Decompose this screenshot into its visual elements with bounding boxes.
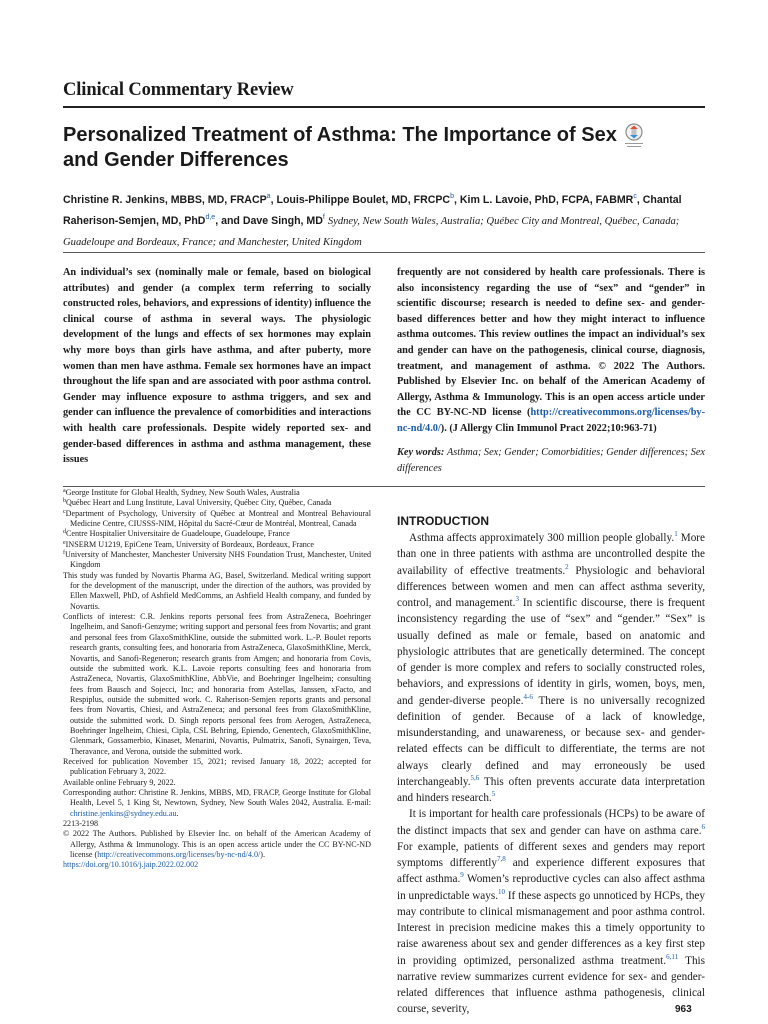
citation-reference[interactable]: 7,8	[496, 855, 506, 863]
footnote-marker: b	[63, 498, 66, 505]
author-name: Chantal Raherison-Semjen, MD, PhD	[63, 194, 682, 227]
footnote	[63, 788, 371, 819]
footnote-link[interactable]: christine.jenkins@sydney.edu.au	[70, 808, 177, 818]
footnotes	[63, 488, 371, 871]
citation-reference[interactable]: 6,11	[666, 952, 679, 961]
citation-reference[interactable]: 4-6	[523, 692, 533, 701]
footnote-text: 2213-2198	[63, 819, 99, 828]
footnote-text: INSERM U1219, EpiCene Team, University of Bordeaux, Bordeaux, France	[65, 539, 315, 549]
author-locations: Sydney, New South Wales, Australia; Québec City and Montreal, Québec, Canada; Guadeloupe and Bordeaux, France; and Manchester, United Kingdom	[63, 216, 680, 248]
footnote	[63, 550, 371, 571]
keywords-label: Key words:	[397, 447, 445, 458]
citation-reference[interactable]: 3	[515, 595, 519, 603]
footnote	[63, 540, 371, 550]
article-title: Personalized Treatment of Asthma: The Importance of Sex and Gender Differences	[63, 124, 617, 171]
footnote-link[interactable]: http://creativecommons.org/licenses/by-nc-nd/4.0/	[97, 850, 261, 860]
paragraph-text: and experience different exposures that affect asthma.	[397, 857, 705, 886]
footnote-text: Corresponding author: Christine R. Jenkins, MBBS, MD, FRACP, George Institute for Global Health, Level 5, 1 King St, Newtown, Sydney, New South Wales 2042, Australia. E-mail:	[63, 787, 371, 808]
journal-section-title: Clinical Commentary Review	[63, 80, 294, 100]
abstract-bottom-rule	[63, 486, 705, 487]
footnote	[63, 529, 371, 539]
paragraph-text: More than one in three patients with asthma are uncontrolled despite the availability of effective treatments.	[397, 532, 706, 577]
introduction-paragraph	[397, 806, 705, 1017]
paragraph-text: Physiologic and behavioral differences between women and men can affect asthma severity, control, and management.	[397, 564, 706, 609]
footnote-link[interactable]: https://doi.org/10.1016/j.jaip.2022.02.002	[63, 860, 199, 870]
footnote-text: Conflicts of interest: C.R. Jenkins reports personal fees from AstraZeneca, Boehringer Ingelheim, and Sanofi-Genzyme; writing support and personal fees from Novartis; and grant and personal fees from GlaxoSmithKline, outside the submitted work. L.-P. Boulet reports research grants, consulting fees, and honoraria from AstraZeneca, GlaxoSmithKline, Merck, Novartis, and Sanofi-Regeneron; research grants from Amgen; and honoraria from Covis, outside the submitted work. K.L. Lavoie reports consulting fees and honoraria from AstraZeneca, Novartis, GlaxoSmithKline, AbbVie, and Boehringer Ingelheim; consulting fees from Bausch and Sojecci, Inc; and honoraria from Astellas, Janssen, xFacto, and Respiplus, outside the submitted work. C. Raherison-Semjen reports grants and personal fees from Novartis, Chiesi, and AstraZeneca; and personal fees from GlaxoSmithKline, outside the submitted work. D. Singh reports personal fees from Aerogen, AstraZeneca, Boehringer Ingelheim, Chiesi, Cipla, CSL Behring, Epiendo, Genentech, GlaxoSmithKline, Glenmark, Gossamerbio, Kinaset, Menarini, Novartis, Pulmatrix, Sanofi, Synairgen, Teva, Theravance, and Verona, outside the submitted work.	[63, 612, 371, 756]
author-name: Kim L. Lavoie, PhD, FCPA, FABMR	[459, 194, 634, 206]
author-list	[63, 190, 705, 253]
keywords-text: Asthma; Sex; Gender; Comorbidities; Gender differences; Sex differences	[397, 447, 705, 474]
footnote	[63, 757, 371, 778]
paragraph-text: Women’s reproductive cycles can also affect asthma in unpredictable ways.	[397, 873, 705, 902]
author-separator: , and	[215, 215, 243, 227]
footnote	[63, 488, 371, 498]
abstract-left-column: An individual’s sex (nominally male or female, based on biological attributes) and gender (a complex term referring to socially constructed roles, behaviors, and expressions of identity) influence the clinical course of asthma in several ways. The physiologic development of the lungs and effects of sex hormones may explain why more boys than girls have asthma, and after puberty, more women than men have asthma. Female sex hormones have an impact throughout the life span and are associated with poor asthma control. Gender may influence exposure to asthma triggers, and sex and gender can influence the prevalence of comorbidities and interactions with health care professionals. Despite widely reported sex- and gender-based differences in asthma and asthma management, these issues	[63, 267, 371, 466]
crossmark-icon[interactable]	[623, 123, 645, 151]
abstract-citation: ). (J Allergy Clin Immunol Pract 2022;10:963-71)	[440, 422, 657, 434]
abstract-right-column	[397, 265, 705, 437]
author-separator: ,	[454, 194, 460, 206]
footnote	[63, 829, 371, 860]
citation-reference[interactable]: 5	[491, 790, 496, 798]
keywords	[397, 445, 705, 476]
footnote-marker: f	[63, 550, 65, 557]
author-affiliation-marker[interactable]: b	[450, 193, 454, 200]
footnote	[63, 819, 371, 829]
paragraph-text: Asthma affects approximately 300 million people globally.	[409, 532, 675, 544]
footnote	[63, 509, 371, 530]
paragraph-text: There is no universally recognized definition of gender. Because of a lack of knowledge, misunderstanding, and unawareness, or because sex- and gender-related effects can be difficult to differentiate, the terms are not always clearly defined and may erroneously be used interchangeably.	[397, 694, 705, 788]
citation-reference[interactable]: 5,6	[470, 773, 480, 782]
introduction-body	[397, 530, 705, 1018]
header-rule	[63, 106, 705, 108]
citation-reference[interactable]: 6	[701, 822, 705, 831]
author-name: Dave Singh, MD	[242, 215, 323, 227]
footnote-marker: a	[63, 488, 66, 494]
footnote	[63, 612, 371, 757]
footnote-text-after: ).	[260, 850, 265, 860]
footnote-text: This study was funded by Novartis Pharma AG, Basel, Switzerland. Medical writing support for the development of the manuscript, under the direction of the authors, was provided by Ellen Maxwell, PhD, of Ashfield MedComms, an Ashfield Health company, and funded by Novartis.	[63, 570, 371, 611]
author-affiliation-marker[interactable]: f	[322, 214, 325, 221]
footnote-text: Centre Hospitalier Universitaire de Guadeloupe, Guadeloupe, France	[66, 529, 290, 539]
footnote-text: Department of Psychology, University of Québec at Montreal and Montreal Behavioural Medicine Centre, CIUSSS-NIM, Hôpital du Sacré-Cœur de Montréal, Montreal, Canada	[65, 508, 371, 529]
author-affiliation-marker[interactable]: a	[266, 193, 271, 200]
citation-reference[interactable]: 1	[674, 530, 678, 538]
footnote	[63, 498, 371, 508]
paragraph-text: For example, patients of different sexes and genders may report symptoms differently	[397, 840, 705, 869]
introduction-heading: INTRODUCTION	[397, 514, 489, 528]
footnote	[63, 778, 371, 788]
footnote-marker: e	[63, 539, 66, 546]
footnote-marker: d	[63, 529, 66, 536]
footnote-text: © 2022 The Authors. Published by Elsevier Inc. on behalf of the American Academy of Allergy, Asthma & Immunology. This is an open access article under the CC BY-NC-ND license (	[63, 829, 371, 860]
citation-reference[interactable]: 2	[565, 562, 569, 571]
article-page	[63, 0, 705, 1024]
paragraph-text: It is important for health care professionals (HCPs) to be aware of the distinct impacts that sex and gender can have on asthma care.	[397, 808, 705, 837]
footnote-text: University of Manchester, Manchester University NHS Foundation Trust, Manchester, United Kingdom	[65, 550, 371, 570]
footnote	[63, 860, 371, 870]
footnote-marker: c	[63, 508, 66, 515]
footnote-text: Available online February 9, 2022.	[63, 777, 176, 787]
author-name: Louis-Philippe Boulet, MD, FRCPC	[276, 194, 451, 206]
citation-reference[interactable]: 10	[498, 887, 506, 896]
author-separator: ,	[636, 194, 643, 206]
introduction-paragraph	[397, 530, 705, 806]
author-affiliation-marker[interactable]: d,e	[205, 214, 216, 221]
author-name: Christine R. Jenkins, MBBS, MD, FRACP	[63, 194, 267, 206]
paragraph-text: This narrative review summarizes current evidence for sex- and gender-related differences that influence asthma pathogenesis, clinical course, severity,	[397, 954, 705, 1016]
abstract-text: frequently are not considered by health care professionals. There is also inconsistency regarding the use of “sex” and “gender” in scientific discourse; research is needed to define sex- and gender-based differences better and how they might interact to influence asthma outcomes. This review outlines the impact an individual’s sex and gender can have on the pathogenesis, clinical course, diagnosis, treatment, and management of asthma. © 2022 The Authors. Published by Elsevier Inc. on behalf of the American Academy of Allergy, Asthma & Immunology. This is an open access article under the CC BY-NC-ND license (	[397, 267, 705, 419]
paragraph-text: This often prevents accurate data interpretation and hinders research.	[397, 775, 705, 804]
paragraph-text: If these aspects go unnoticed by HCPs, they may contribute to clinical mismanagement and poor asthma control. Interest in precision medicine makes this a timely opportunity to raise awareness about sex and gender differences as a key first step in providing optimized, personalized asthma treatment.	[397, 889, 705, 967]
footnote-text: Received for publication November 15, 2021; revised January 18, 2022; accepted for publication February 3, 2022.	[63, 756, 371, 777]
footnote-text: Québec Heart and Lung Institute, Laval University, Québec City, Québec, Canada	[66, 498, 332, 508]
paragraph-text: In scientific discourse, there is frequent inconsistency regarding the use of “sex” and “gender.” “Sex” is usually defined as male or female, based on anatomic and physiologic attributes that are genetically determined. The concept of gender is more complex and refers to socially constructed roles, behaviors, and expressions of identity in girls, women, boys, men, and gender-diverse people.	[397, 597, 705, 707]
abstract-top-rule	[63, 252, 705, 253]
author-separator: ,	[270, 194, 277, 206]
license-link[interactable]: http://creativecommons.org/licenses/by-nc-nd/4.0/	[397, 407, 705, 434]
author-affiliation-marker[interactable]: c	[633, 193, 637, 200]
page-number: 963	[675, 1004, 692, 1015]
footnote-text-after: .	[176, 808, 179, 818]
footnote-text: George Institute for Global Health, Sydney, New South Wales, Australia	[65, 488, 300, 497]
citation-reference[interactable]: 9	[460, 871, 464, 880]
footnote	[63, 571, 371, 612]
